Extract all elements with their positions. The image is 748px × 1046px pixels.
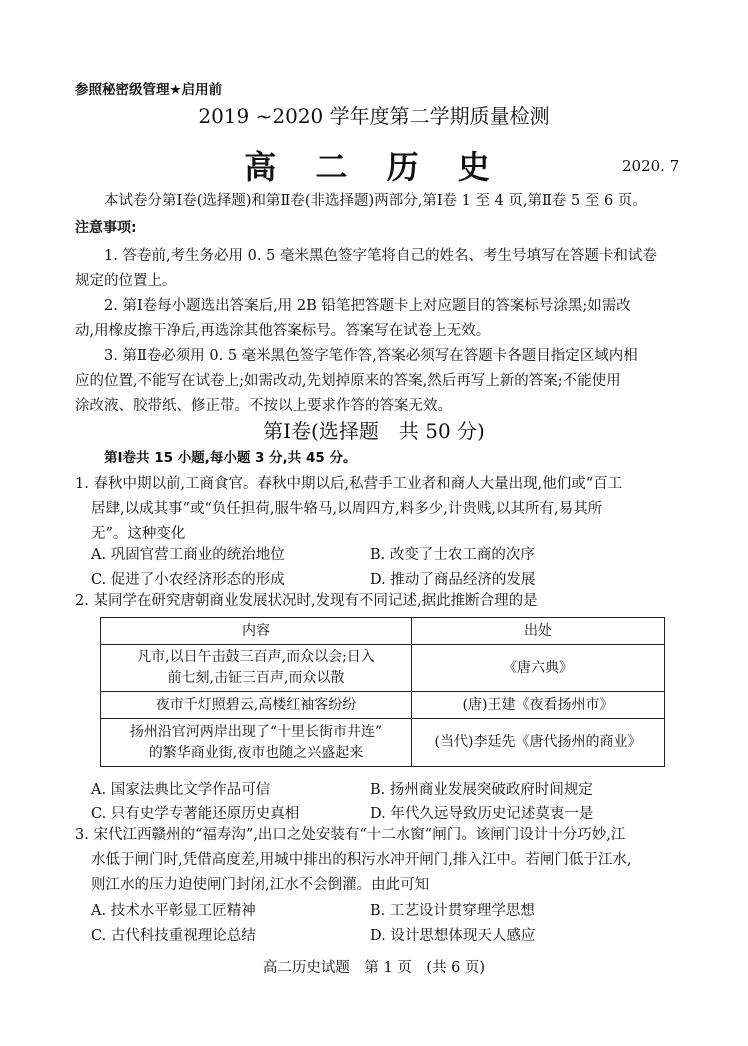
q3-option-a[interactable]: A. 技术水平彰显工匠精神 (91, 903, 256, 919)
table-header-row (101, 618, 665, 645)
subject-title: 高 二 历 史 (244, 148, 504, 186)
q2-option-a[interactable]: A. 国家法典比文学作品可信 (91, 782, 271, 798)
q2-option-b[interactable]: B. 扬州商业发展突破政府时间规定 (370, 782, 593, 798)
table-row (101, 645, 665, 692)
q3-stem-line-1: 3. 宋代江西赣州的“福寿沟”,出口之处安装有“十二水窗”闸门。该闸门设计十分巧妙,江 (75, 827, 626, 843)
notice-item-3-line-1: 3. 第Ⅱ卷必须用 0. 5 毫米黑色签字笔作答,答案必须写在答题卡各题目指定区域内相 (104, 348, 638, 364)
content-line: 扬州沿官河两岸出现了“十里长街市井连” (129, 723, 383, 740)
page-footer: 高二历史试题 第 1 页 (共 6 页) (262, 960, 486, 976)
content-line: 前七刻,击钲三百声,而众以散 (167, 670, 345, 686)
q2-option-d[interactable]: D. 年代久远导致历史记述莫衷一是 (370, 806, 594, 822)
source-table (100, 617, 665, 767)
notice-item-3-line-2: 应的位置,不能写在试卷上;如需改动,先划掉原来的答案,然后再写上新的答案;不能使用 (75, 373, 621, 389)
exam-intro: 本试卷分第Ⅰ卷(选择题)和第Ⅱ卷(非选择题)两部分,第Ⅰ卷 1 至 4 页,第Ⅱ卷 5 至 6 页。 (104, 193, 647, 209)
secrecy-label: 参照秘密级管理★启用前 (75, 82, 223, 98)
notice-item-1-line-2: 规定的位置上。 (75, 273, 177, 289)
table-row (101, 692, 665, 719)
q1-option-b[interactable]: B. 改变了士农工商的次序 (370, 547, 535, 563)
content-cell (101, 645, 412, 692)
source-cell: (唐)王建《夜看扬州市》 (412, 692, 665, 719)
notice-item-1-line-1: 1. 答卷前,考生务必用 0. 5 毫米黑色签字笔将自己的姓名、考生号填写在答题卡和试卷 (104, 248, 657, 264)
source-cell: 《唐六典》 (412, 645, 665, 692)
column-header-source: 出处 (412, 618, 665, 645)
notice-item-3-line-3: 涂改液、胶带纸、修正带。不按以上要求作答的答案无效。 (75, 398, 452, 414)
q1-stem-line-3: 无”。这种变化 (91, 526, 186, 542)
content-line: 夜市千灯照碧云,高楼红袖客纷纷 (155, 696, 357, 713)
section-instruction: 第Ⅰ卷共 15 小题,每小题 3 分,共 45 分。 (104, 450, 357, 466)
q3-stem-line-3: 则江水的压力迫使闸门封闭,江水不会倒灌。由此可知 (91, 877, 430, 893)
q3-option-d[interactable]: D. 设计思想体现天人感应 (370, 928, 536, 944)
q1-stem-line-2: 居肆,以成其事”或“负任担荷,服牛辂马,以周四方,料多少,计贵贱,以其所有,易其所 (91, 501, 603, 517)
q1-option-c[interactable]: C. 促进了小农经济形态的形成 (91, 572, 285, 588)
content-line: 凡市,以日午击鼓三百声,而众以会;日入 (137, 649, 375, 665)
notice-item-2-line-2: 动,用橡皮擦干净后,再选涂其他答案标号。答案写在试卷上无效。 (75, 323, 491, 339)
q1-stem-line-1: 1. 春秋中期以前,工商食官。春秋中期以后,私营手工业者和商人大量出现,他们或“百工 (75, 476, 623, 492)
exam-date: 2020. 7 (622, 157, 680, 175)
content-line: 的繁华商业街,夜市也随之兴盛起来 (148, 744, 364, 761)
exam-title: 2019 ~2020 学年度第二学期质量检测 (198, 104, 550, 128)
q2-stem: 2. 某同学在研究唐朝商业发展状况时,发现有不同记述,据此推断合理的是 (75, 593, 538, 609)
content-cell (101, 719, 412, 767)
q1-option-a[interactable]: A. 巩固官营工商业的统治地位 (91, 547, 285, 563)
q3-option-c[interactable]: C. 古代科技重视理论总结 (91, 928, 256, 944)
column-header-content: 内容 (101, 618, 412, 645)
source-cell: (当代)李廷先《唐代扬州的商业》 (412, 719, 665, 767)
notice-title: 注意事项: (75, 220, 137, 236)
q3-option-b[interactable]: B. 工艺设计贯穿理学思想 (370, 903, 535, 919)
q2-option-c[interactable]: C. 只有史学专著能还原历史真相 (91, 806, 300, 822)
section-title: 第Ⅰ卷(选择题 共 50 分) (263, 419, 485, 443)
table-row (101, 719, 665, 767)
notice-item-2-line-1: 2. 第Ⅰ卷每小题选出答案后,用 2B 铅笔把答题卡上对应题目的答案标号涂黑;如需改 (104, 298, 631, 314)
q3-stem-line-2: 水低于闸门时,凭借高度差,用城中排出的积污水冲开闸门,排入江中。若闸门低于江水, (91, 852, 632, 868)
q1-option-d[interactable]: D. 推动了商品经济的发展 (370, 572, 536, 588)
content-cell (101, 692, 412, 719)
